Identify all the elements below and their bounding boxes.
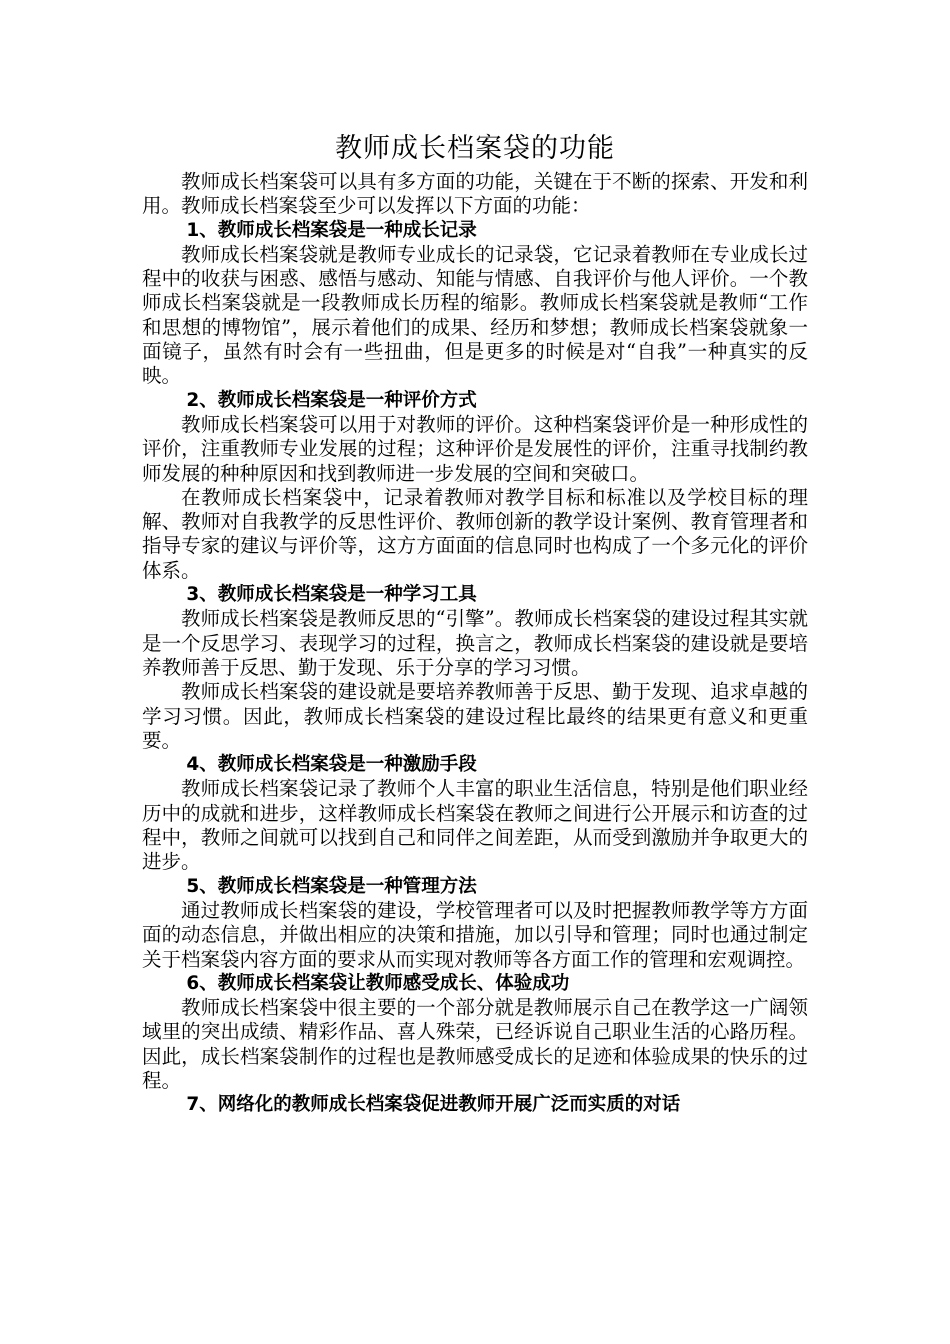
- section-heading: 1、教师成长档案袋是一种成长记录: [186, 219, 477, 241]
- document-body: [142, 170, 808, 1118]
- section-heading: 6、教师成长档案袋让教师感受成长、体验成功: [186, 972, 570, 994]
- body-paragraph: 教师成长档案袋的建设就是要培养教师善于反思、勤于发现、追求卓越的学习习惯。因此，教师成长档案袋的建设过程比最终的结果更有意义和更重要。: [142, 680, 808, 752]
- body-paragraph: 教师成长档案袋可以具有多方面的功能，关键在于不断的探索、开发和利用。教师成长档案袋至少可以发挥以下方面的功能：: [142, 170, 808, 218]
- body-paragraph: 教师成长档案袋就是教师专业成长的记录袋，它记录着教师在专业成长过程中的收获与困惑、感悟与感动、知能与情感、自我评价与他人评价。一个教师成长档案袋就是一段教师成长历程的缩影。教师成长档案袋就是教师“工作和思想的博物馆”，展示着他们的成果、经历和梦想；教师成长档案袋就象一面镜子，虽然有时会有一些扭曲，但是更多的时候是对“自我”一种真实的反映。: [142, 242, 808, 388]
- document-title: 教师成长档案袋的功能: [335, 133, 615, 164]
- section-heading: 3、教师成长档案袋是一种学习工具: [186, 584, 477, 606]
- body-paragraph: 教师成长档案袋可以用于对教师的评价。这种档案袋评价是一种形成性的评价，注重教师专业发展的过程；这种评价是发展性的评价，注重寻找制约教师发展的种种原因和找到教师进一步发展的空间和突破口。: [142, 412, 808, 485]
- section-heading: 2、教师成长档案袋是一种评价方式: [186, 389, 477, 411]
- document-page: [142, 128, 808, 1118]
- body-paragraph: 教师成长档案袋中很主要的一个部分就是教师展示自己在教学这一广阔领域里的突出成绩、精彩作品、喜人殊荣，已经诉说自己职业生活的心路历程。因此，成长档案袋制作的过程也是教师感受成长的足迹和体验成果的快乐的过程。: [142, 996, 808, 1092]
- section-heading: 4、教师成长档案袋是一种激励手段: [186, 754, 477, 776]
- body-paragraph: 教师成长档案袋是教师反思的“引擎”。教师成长档案袋的建设过程其实就是一个反思学习、表现学习的过程，换言之，教师成长档案袋的建设就是要培养教师善于反思、勤于发现、乐于分享的学习习惯。: [142, 607, 808, 679]
- section-heading: 5、教师成长档案袋是一种管理方法: [186, 875, 477, 897]
- body-paragraph: 在教师成长档案袋中，记录着教师对教学目标和标准以及学校目标的理解、教师对自我教学的反思性评价、教师创新的教学设计案例、教育管理者和指导专家的建议与评价等，这方方面面的信息同时也构成了一个多元化的评价体系。: [142, 485, 808, 582]
- body-paragraph: 通过教师成长档案袋的建设，学校管理者可以及时把握教师教学等方方面面的动态信息，并做出相应的决策和措施，加以引导和管理；同时也通过制定关于档案袋内容方面的要求从而实现对教师等各方面工作的管理和宏观调控。: [142, 898, 808, 971]
- section-heading: 7、网络化的教师成长档案袋促进教师开展广泛而实质的对话: [186, 1094, 681, 1116]
- body-paragraph: 教师成长档案袋记录了教师个人丰富的职业生活信息，特别是他们职业经历中的成就和进步，这样教师成长档案袋在教师之间进行公开展示和访查的过程中，教师之间就可以找到自己和同伴之间差距，从而受到激励并争取更大的进步。: [142, 777, 808, 874]
